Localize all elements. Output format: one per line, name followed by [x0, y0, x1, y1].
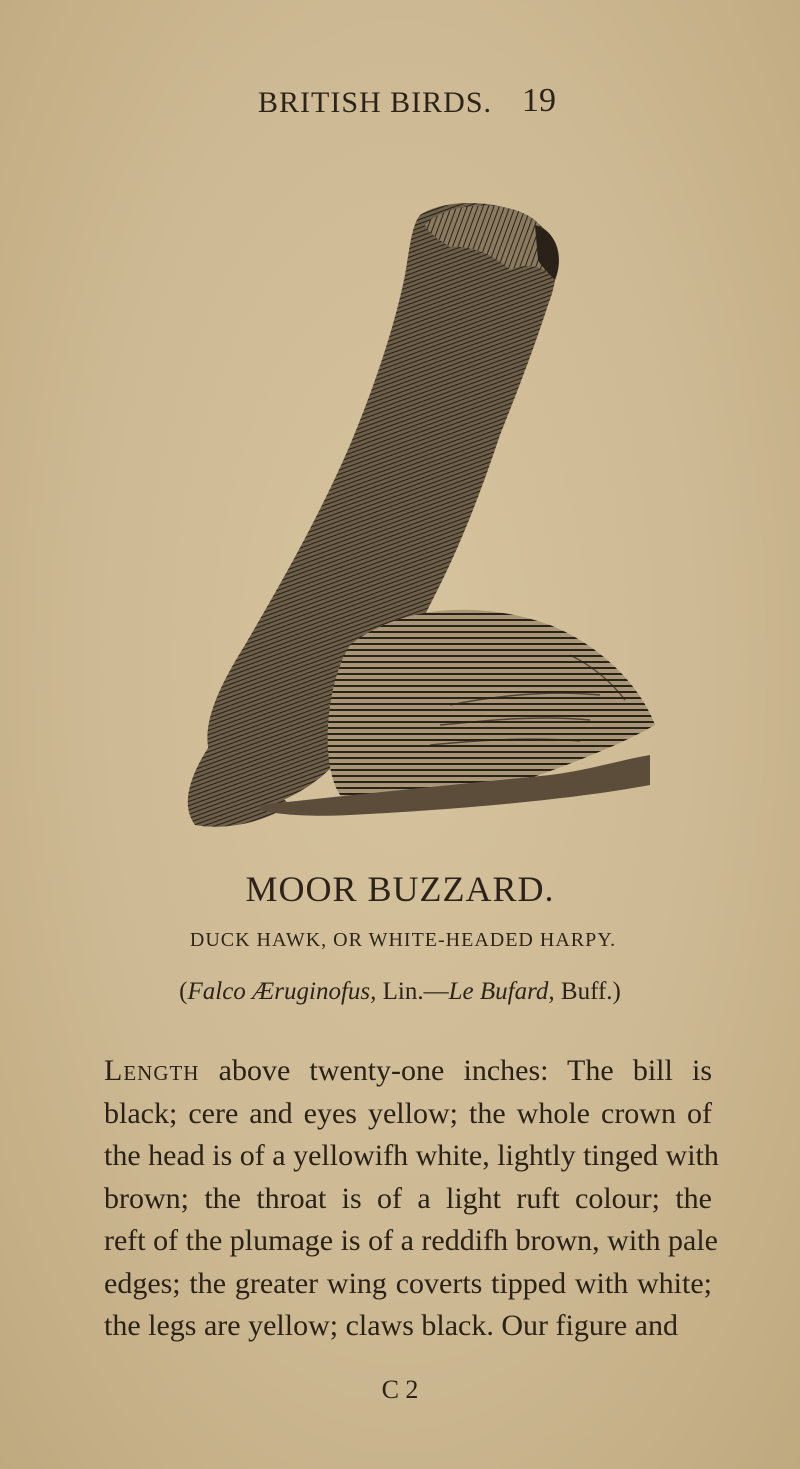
body-line-text: above twenty-one inches: The bill is: [199, 1054, 712, 1087]
running-title: BRITISH BIRDS.: [258, 86, 493, 119]
latin-open: (: [179, 978, 188, 1005]
latin-french: Le Bufard,: [448, 978, 555, 1005]
body-line: reft of the plumage is of a reddifh brown, with pale: [104, 1224, 718, 1257]
body-line: the legs are yellow; claws black. Our figure and: [104, 1309, 678, 1342]
page-number: 19: [522, 82, 556, 119]
plate-synonyms: DUCK HAWK, OR WHITE-HEADED HARPY.: [189, 929, 617, 951]
description-paragraph: [104, 1050, 719, 1348]
latin-genus: Falco Æruginofus,: [187, 978, 377, 1005]
body-line: brown; the throat is of a light ruft colour; the: [104, 1181, 712, 1215]
body-line: edges; the greater wing coverts tipped with white;: [104, 1266, 712, 1300]
body-line: [104, 1050, 712, 1093]
running-head: [0, 82, 800, 126]
body-line: black; cere and eyes yellow; the whole crown of: [104, 1096, 712, 1130]
moor-buzzard-illustration: [150, 185, 660, 835]
latin-authority: Lin.—: [376, 978, 449, 1005]
latin-close: Buff.): [554, 978, 621, 1005]
plate-latin-name: [0, 978, 800, 1006]
body-line: the head is of a yellowifh white, lightly tinged with: [104, 1139, 719, 1172]
signature-mark: C 2: [381, 1375, 419, 1404]
lead-word: Length: [104, 1054, 200, 1087]
plate-title: MOOR BUZZARD.: [245, 869, 555, 909]
